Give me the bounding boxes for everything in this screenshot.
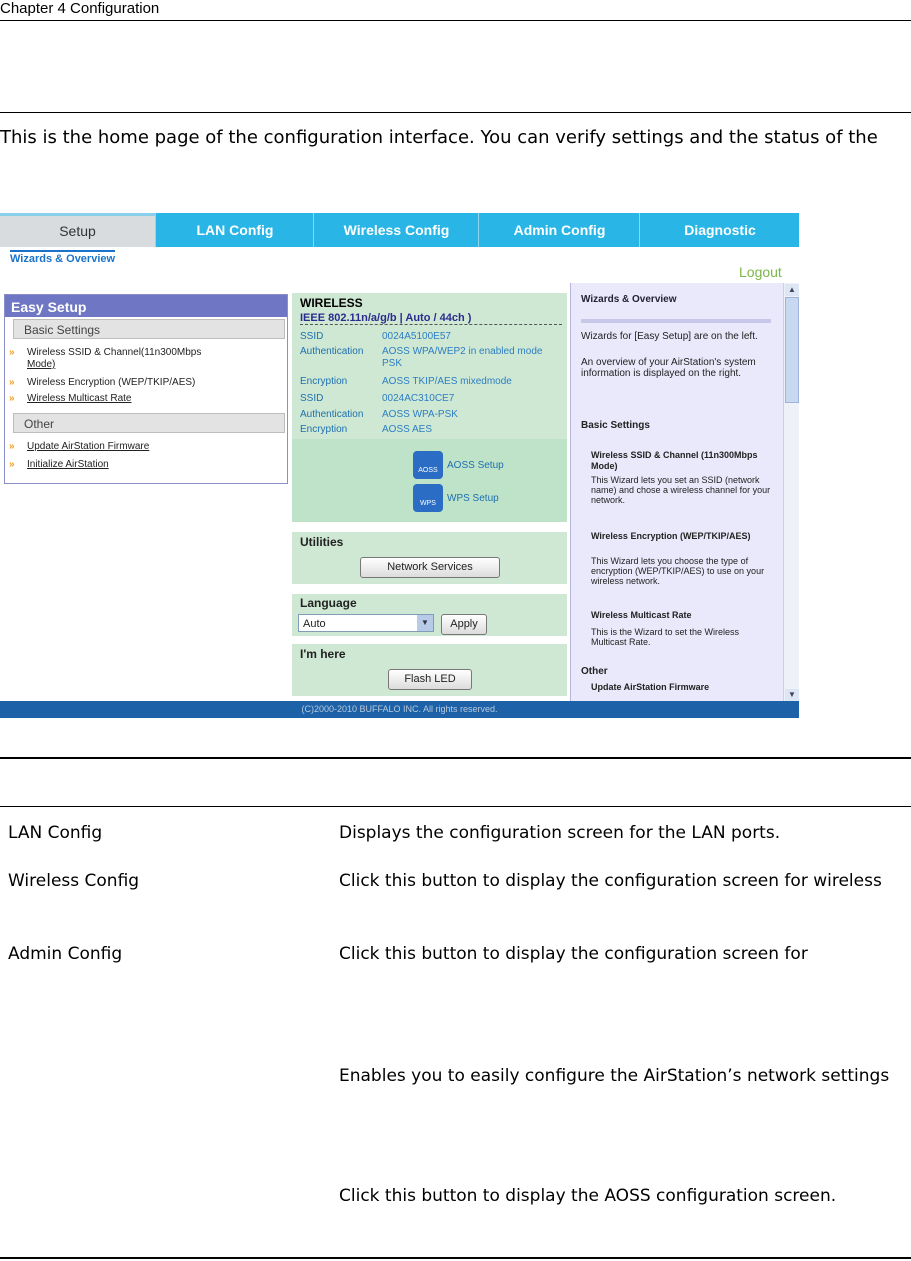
im-here-panel	[292, 644, 567, 696]
arrow-bullet-icon: »	[9, 393, 15, 404]
table-row-name: Admin Config	[8, 944, 123, 964]
wizard-ssid-channel-link-cont[interactable]: Mode)	[27, 359, 56, 370]
help-item-title-1: Wireless SSID & Channel (11n300Mbps Mode)	[591, 450, 758, 471]
table-row-desc: Click this button to display the AOSS configuration screen.	[339, 1186, 837, 1206]
wl-row-enc-1: Encryption AOSS TKIP/AES mixedmode	[300, 376, 512, 387]
arrow-bullet-icon: »	[9, 347, 15, 358]
language-title: Language	[300, 596, 357, 610]
aoss-icon[interactable]: AOSS	[413, 451, 443, 479]
table-row-desc: Displays the configuration screen for the LAN ports.	[339, 823, 781, 843]
wps-icon[interactable]: WPS	[413, 484, 443, 512]
wl-row-ssid-1: SSID 0024A5100E57	[300, 331, 451, 342]
network-services-button[interactable]: Network Services	[360, 557, 500, 578]
utilities-panel	[292, 532, 567, 584]
arrow-bullet-icon: »	[9, 441, 15, 452]
utilities-title: Utilities	[300, 535, 344, 549]
table-top-rule	[0, 757, 911, 759]
wl-row-auth-2: Authentication AOSS WPA-PSK	[300, 409, 458, 420]
easy-setup-panel	[4, 294, 288, 484]
scroll-up-icon[interactable]: ▲	[785, 284, 799, 296]
config-screenshot	[0, 213, 799, 718]
logout-link[interactable]: Logout	[739, 264, 782, 280]
table-row-name: Wireless Config	[8, 871, 140, 891]
initialize-link[interactable]: » Initialize AirStation	[9, 459, 109, 470]
help-basic-title: Basic Settings	[581, 420, 650, 431]
language-select[interactable]: Auto ▼	[298, 614, 434, 632]
wireless-title: WIRELESS	[300, 296, 363, 310]
copyright-footer: (C)2000-2010 BUFFALO INC. All rights reserved.	[0, 701, 799, 718]
help-scrollbar[interactable]	[783, 283, 799, 705]
help-item-desc-3: This is the Wizard to set the Wireless Multicast Rate.	[591, 627, 740, 647]
aoss-setup-label[interactable]: AOSS Setup	[447, 460, 504, 471]
scroll-thumb[interactable]	[785, 297, 799, 403]
tab-lan-config[interactable]: LAN Config	[155, 213, 314, 247]
table-row-name: LAN Config	[8, 823, 103, 843]
im-here-title: I'm here	[300, 647, 346, 661]
scroll-down-icon[interactable]: ▼	[785, 689, 799, 701]
chapter-title: Chapter 4 Configuration	[0, 0, 160, 17]
table-row-desc: Click this button to display the configuration screen for wireless	[339, 871, 882, 891]
tab-bar	[0, 213, 799, 247]
help-title: Wizards & Overview	[581, 294, 677, 305]
flash-led-button[interactable]: Flash LED	[388, 669, 472, 690]
help-item-desc-1: This Wizard lets you set an SSID (network name) and chose a wireless channel for your network.	[591, 475, 771, 505]
help-other-title: Other	[581, 666, 608, 677]
help-p2: An overview of your AirStation's system information is displayed on the right.	[581, 357, 756, 379]
wps-setup-label[interactable]: WPS Setup	[447, 493, 499, 504]
help-panel	[570, 283, 784, 705]
wl-row-ssid-2: SSID 0024AC310CE7	[300, 393, 455, 404]
wizard-encryption-link[interactable]: » Wireless Encryption (WEP/TKIP/AES)	[9, 377, 196, 388]
table-row-desc: Enables you to easily configure the AirStation’s network settings	[339, 1066, 890, 1086]
tab-wireless-config[interactable]: Wireless Config	[313, 213, 479, 247]
apply-button[interactable]: Apply	[441, 614, 487, 635]
arrow-bullet-icon: »	[9, 459, 15, 470]
subnav-wizards-overview[interactable]: Wizards & Overview	[10, 250, 115, 265]
help-item-title-3: Wireless Multicast Rate	[591, 610, 692, 620]
other-header: Other	[13, 413, 285, 433]
wl-row-auth-1: Authentication AOSS WPA/WEP2 in enabled mode PSK	[300, 346, 543, 369]
header-rule	[0, 20, 911, 21]
tab-setup[interactable]: Setup	[0, 213, 155, 247]
language-panel	[292, 594, 567, 636]
chevron-down-icon: ▼	[417, 615, 433, 631]
arrow-bullet-icon: »	[9, 377, 15, 388]
help-p1: Wizards for [Easy Setup] are on the left.	[581, 331, 758, 342]
help-item-title-2: Wireless Encryption (WEP/TKIP/AES)	[591, 531, 751, 541]
wl-row-enc-2: Encryption AOSS AES	[300, 424, 433, 435]
wireless-panel	[292, 293, 567, 522]
wizard-ssid-channel-link[interactable]: » Wireless SSID & Channel(11n300Mbps	[9, 347, 202, 358]
wireless-mode: IEEE 802.11n/a/g/b | Auto / 44ch )	[300, 312, 562, 325]
section-rule	[0, 112, 911, 113]
tab-admin-config[interactable]: Admin Config	[478, 213, 640, 247]
tab-diagnostic[interactable]: Diagnostic	[639, 213, 799, 247]
update-firmware-link[interactable]: » Update AirStation Firmware	[9, 441, 150, 452]
help-item-desc-2: This Wizard lets you choose the type of encryption (WEP/TKIP/AES) to use on your wireless network.	[591, 556, 765, 586]
help-separator	[581, 319, 771, 323]
wizard-multicast-link[interactable]: » Wireless Multicast Rate	[9, 393, 132, 404]
table-bottom-rule	[0, 1257, 911, 1259]
intro-text: This is the home page of the configuration interface. You can verify settings and the status of the	[0, 127, 878, 148]
easy-setup-title: Easy Setup	[5, 295, 287, 317]
help-other-item: Update AirStation Firmware	[591, 682, 710, 692]
basic-settings-header: Basic Settings	[13, 319, 285, 339]
table-row-desc: Click this button to display the configuration screen for	[339, 944, 808, 964]
table-header-rule	[0, 806, 911, 807]
